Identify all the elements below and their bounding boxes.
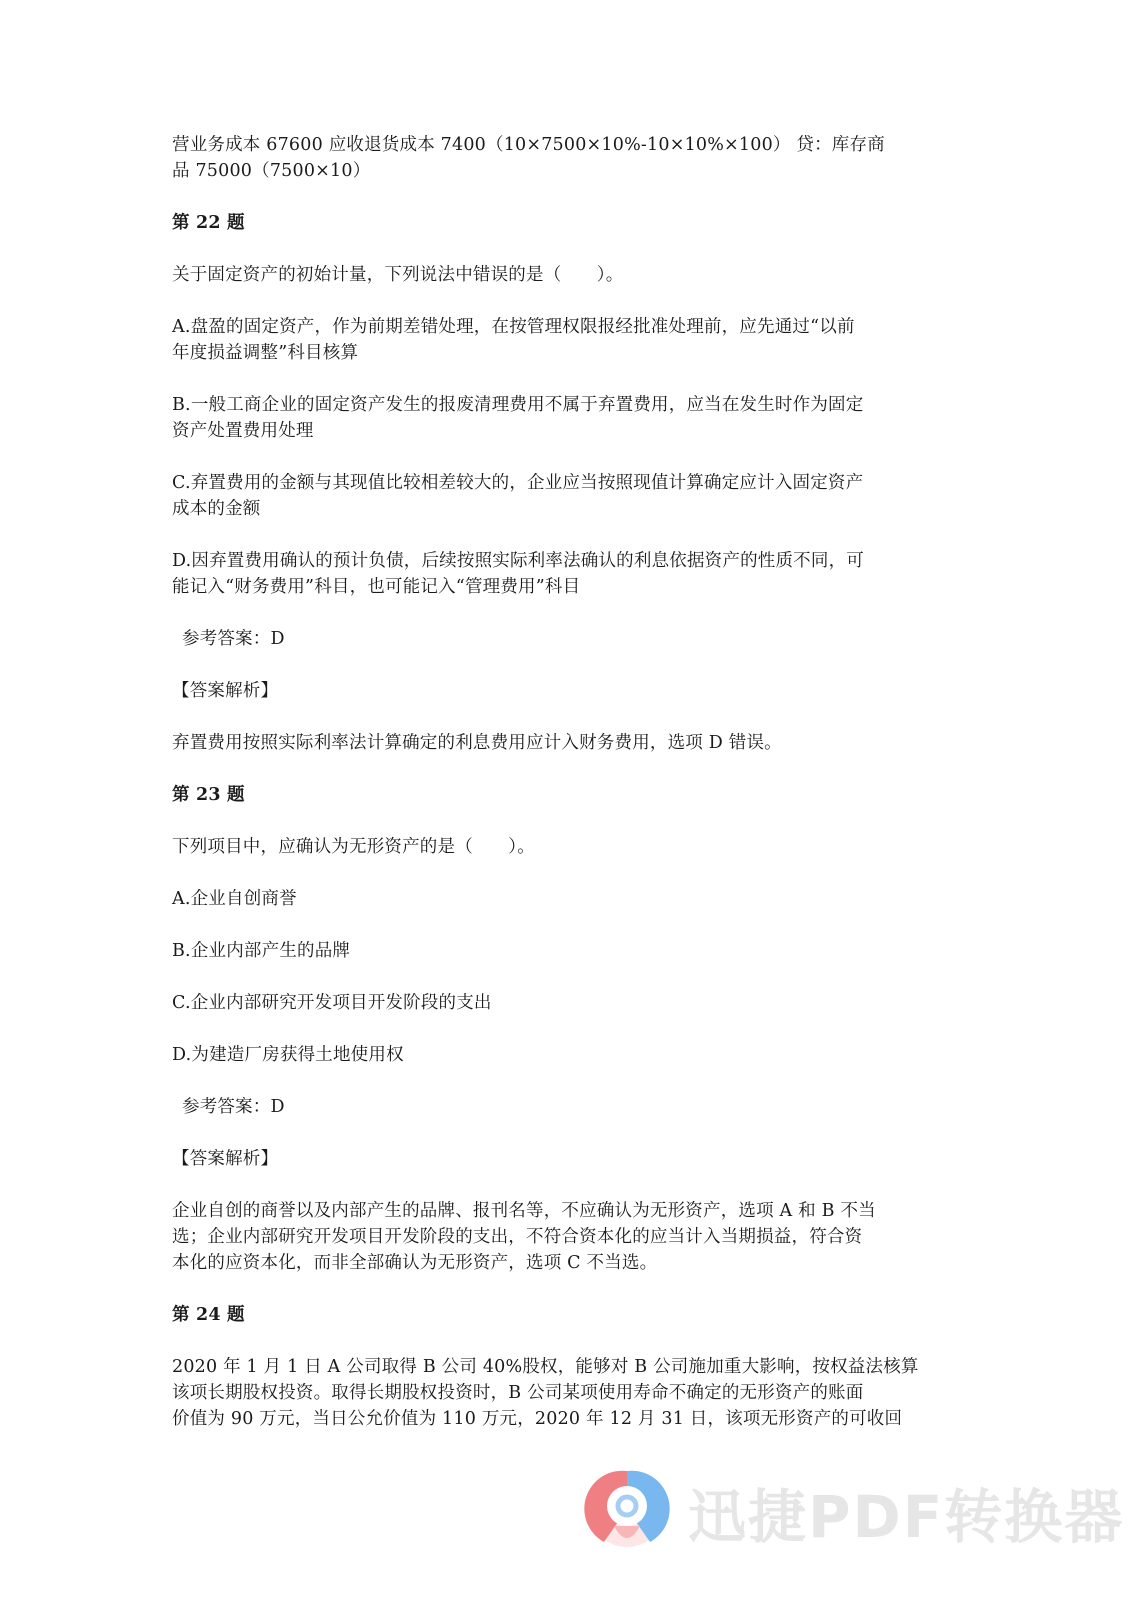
question-23-option-a: A.企业自创商誉 xyxy=(172,889,297,909)
previous-answer xyxy=(172,132,958,184)
question-22-answer: 参考答案：D xyxy=(182,629,285,649)
option-line: 年度损益调整”科目核算 xyxy=(172,343,359,363)
question-23-option-c: C.企业内部研究开发项目开发阶段的支出 xyxy=(172,993,492,1013)
question-22-analysis-title: 【答案解析】 xyxy=(172,681,279,701)
option-line: 成本的金额 xyxy=(172,499,261,519)
option-line: 资产处置费用处理 xyxy=(172,421,314,441)
question-22-option-b xyxy=(172,392,958,444)
previous-answer-line-2: 品 75000（7500×10） xyxy=(172,161,371,181)
question-23-option-b: B.企业内部产生的品牌 xyxy=(172,941,351,961)
question-22-heading: 第 22 题 xyxy=(172,213,245,233)
question-24-heading: 第 24 题 xyxy=(172,1305,245,1325)
stem-line: 该项长期股权投资。取得长期股权投资时，B 公司某项使用寿命不确定的无形资产的账面 xyxy=(172,1383,864,1403)
question-23-stem: 下列项目中，应确认为无形资产的是（ ）。 xyxy=(172,837,535,857)
question-23-option-d: D.为建造厂房获得土地使用权 xyxy=(172,1045,404,1065)
question-23-analysis-title: 【答案解析】 xyxy=(172,1149,279,1169)
question-24-stem xyxy=(172,1354,958,1432)
question-22-option-a xyxy=(172,314,958,366)
option-line: B.一般工商企业的固定资产发生的报废清理费用不属于弃置费用，应当在发生时作为固定 xyxy=(172,395,864,415)
watermark xyxy=(584,1460,1125,1551)
option-line: 能记入“财务费用”科目，也可能记入“管理费用”科目 xyxy=(172,577,581,597)
xunjie-logo-icon xyxy=(584,1466,670,1552)
question-22-stem: 关于固定资产的初始计量，下列说法中错误的是（ ）。 xyxy=(172,265,624,285)
analysis-line: 选；企业内部研究开发项目开发阶段的支出，不符合资本化的应当计入当期损益，符合资 xyxy=(172,1227,863,1247)
option-line: D.因弃置费用确认的预计负债，后续按照实际利率法确认的利息依据资产的性质不同，可 xyxy=(172,551,864,571)
document-page xyxy=(172,132,958,1432)
question-23-heading: 第 23 题 xyxy=(172,785,245,805)
question-22-option-d xyxy=(172,548,958,600)
watermark-text: 迅捷PDF转换器 xyxy=(688,1483,1125,1551)
analysis-line: 本化的应资本化，而非全部确认为无形资产，选项 C 不当选。 xyxy=(172,1253,658,1273)
previous-answer-line-1: 营业务成本 67600 应收退货成本 7400（10×7500×10%-10×10%×100） 贷：库存商 xyxy=(172,135,885,155)
question-22-analysis: 弃置费用按照实际利率法计算确定的利息费用应计入财务费用，选项 D 错误。 xyxy=(172,733,782,753)
stem-line: 价值为 90 万元，当日公允价值为 110 万元，2020 年 12 月 31 日，该项无形资产的可收回 xyxy=(172,1409,903,1429)
question-23-answer: 参考答案：D xyxy=(182,1097,285,1117)
option-line: A.盘盈的固定资产，作为前期差错处理，在按管理权限报经批准处理前，应先通过“以前 xyxy=(172,317,855,337)
stem-line: 2020 年 1 月 1 日 A 公司取得 B 公司 40%股权，能够对 B 公司施加重大影响，按权益法核算 xyxy=(172,1357,919,1377)
analysis-line: 企业自创的商誉以及内部产生的品牌、报刊名等，不应确认为无形资产，选项 A 和 B 不当 xyxy=(172,1201,876,1221)
question-22-option-c xyxy=(172,470,958,522)
question-23-analysis xyxy=(172,1198,958,1276)
option-line: C.弃置费用的金额与其现值比较相差较大的，企业应当按照现值计算确定应计入固定资产 xyxy=(172,473,864,493)
